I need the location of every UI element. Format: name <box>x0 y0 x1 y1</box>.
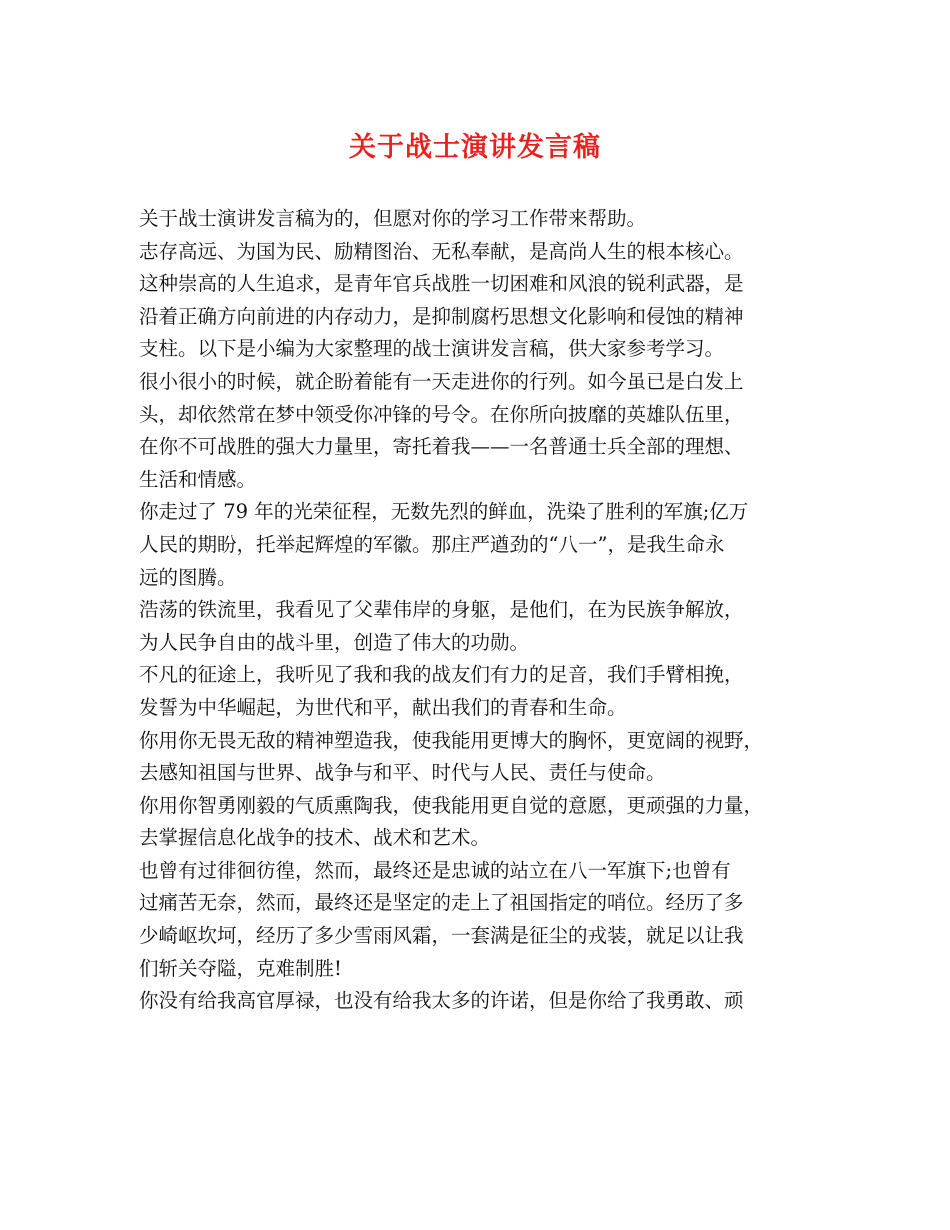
text-line: 你用你无畏无敌的精神塑造我，使我能用更博大的胸怀，更宽阔的视野， <box>139 728 764 752</box>
text-line: 头，却依然常在梦中领受你冲锋的号令。在你所向披靡的英雄队伍里， <box>139 402 744 426</box>
text-line: 为人民争自由的战斗里，创造了伟大的功勋。 <box>139 630 530 654</box>
text-line: 少崎岖坎坷，经历了多少雪雨风霜，一套满是征尘的戎装，就足以让我 <box>139 924 744 948</box>
text-line: 过痛苦无奈，然而，最终还是坚定的走上了祖国指定的哨位。经历了多 <box>139 891 744 915</box>
text-line: 发誓为中华崛起，为世代和平，献出我们的青春和生命。 <box>139 695 627 719</box>
text-line: 你走过了 79 年的光荣征程，无数先烈的鲜血，洗染了胜利的军旗;亿万 <box>139 500 749 524</box>
text-line: 志存高远、为国为民、励精图治、无私奉献，是高尚人生的根本核心。 <box>139 239 744 263</box>
text-line: 你用你智勇刚毅的气质熏陶我，使我能用更自觉的意愿，更顽强的力量， <box>139 793 764 817</box>
text-line: 们斩关夺隘，克难制胜! <box>139 956 342 980</box>
text-line: 这种崇高的人生追求，是青年官兵战胜一切困难和风浪的锐利武器，是 <box>139 272 744 296</box>
text-line: 沿着正确方向前进的内存动力，是抑制腐朽思想文化影响和侵蚀的精神 <box>139 304 744 328</box>
text-line: 支柱。以下是小编为大家整理的战士演讲发言稿，供大家参考学习。 <box>139 337 725 361</box>
text-line: 很小很小的时候，就企盼着能有一天走进你的行列。如今虽已是白发上 <box>139 369 744 393</box>
text-line: 人民的期盼，托举起辉煌的军徽。那庄严遒劲的“八一”，是我生命永 <box>139 532 725 556</box>
document-body <box>139 203 819 1018</box>
document-title: 关于战士演讲发言稿 <box>349 132 601 163</box>
text-line: 关于战士演讲发言稿为的，但愿对你的学习工作带来帮助。 <box>139 207 647 230</box>
text-line: 在你不可战胜的强大力量里，寄托着我——一名普通士兵全部的理想、 <box>139 435 744 459</box>
text-line: 浩荡的铁流里，我看见了父辈伟岸的身躯，是他们，在为民族争解放， <box>139 598 744 622</box>
text-line: 也曾有过徘徊彷徨，然而，最终还是忠诚的站立在八一军旗下;也曾有 <box>139 858 731 882</box>
text-line: 不凡的征途上，我听见了我和我的战友们有力的足音，我们手臂相挽， <box>139 663 744 687</box>
text-line: 去掌握信息化战争的技术、战术和艺术。 <box>139 826 491 850</box>
text-line: 去感知祖国与世界、战争与和平、时代与人民、责任与使命。 <box>139 761 666 785</box>
text-line: 你没有给我高官厚禄，也没有给我太多的许诺，但是你给了我勇敢、顽 <box>139 989 744 1013</box>
text-line: 远的图腾。 <box>139 565 237 589</box>
text-line: 生活和情感。 <box>139 467 257 491</box>
